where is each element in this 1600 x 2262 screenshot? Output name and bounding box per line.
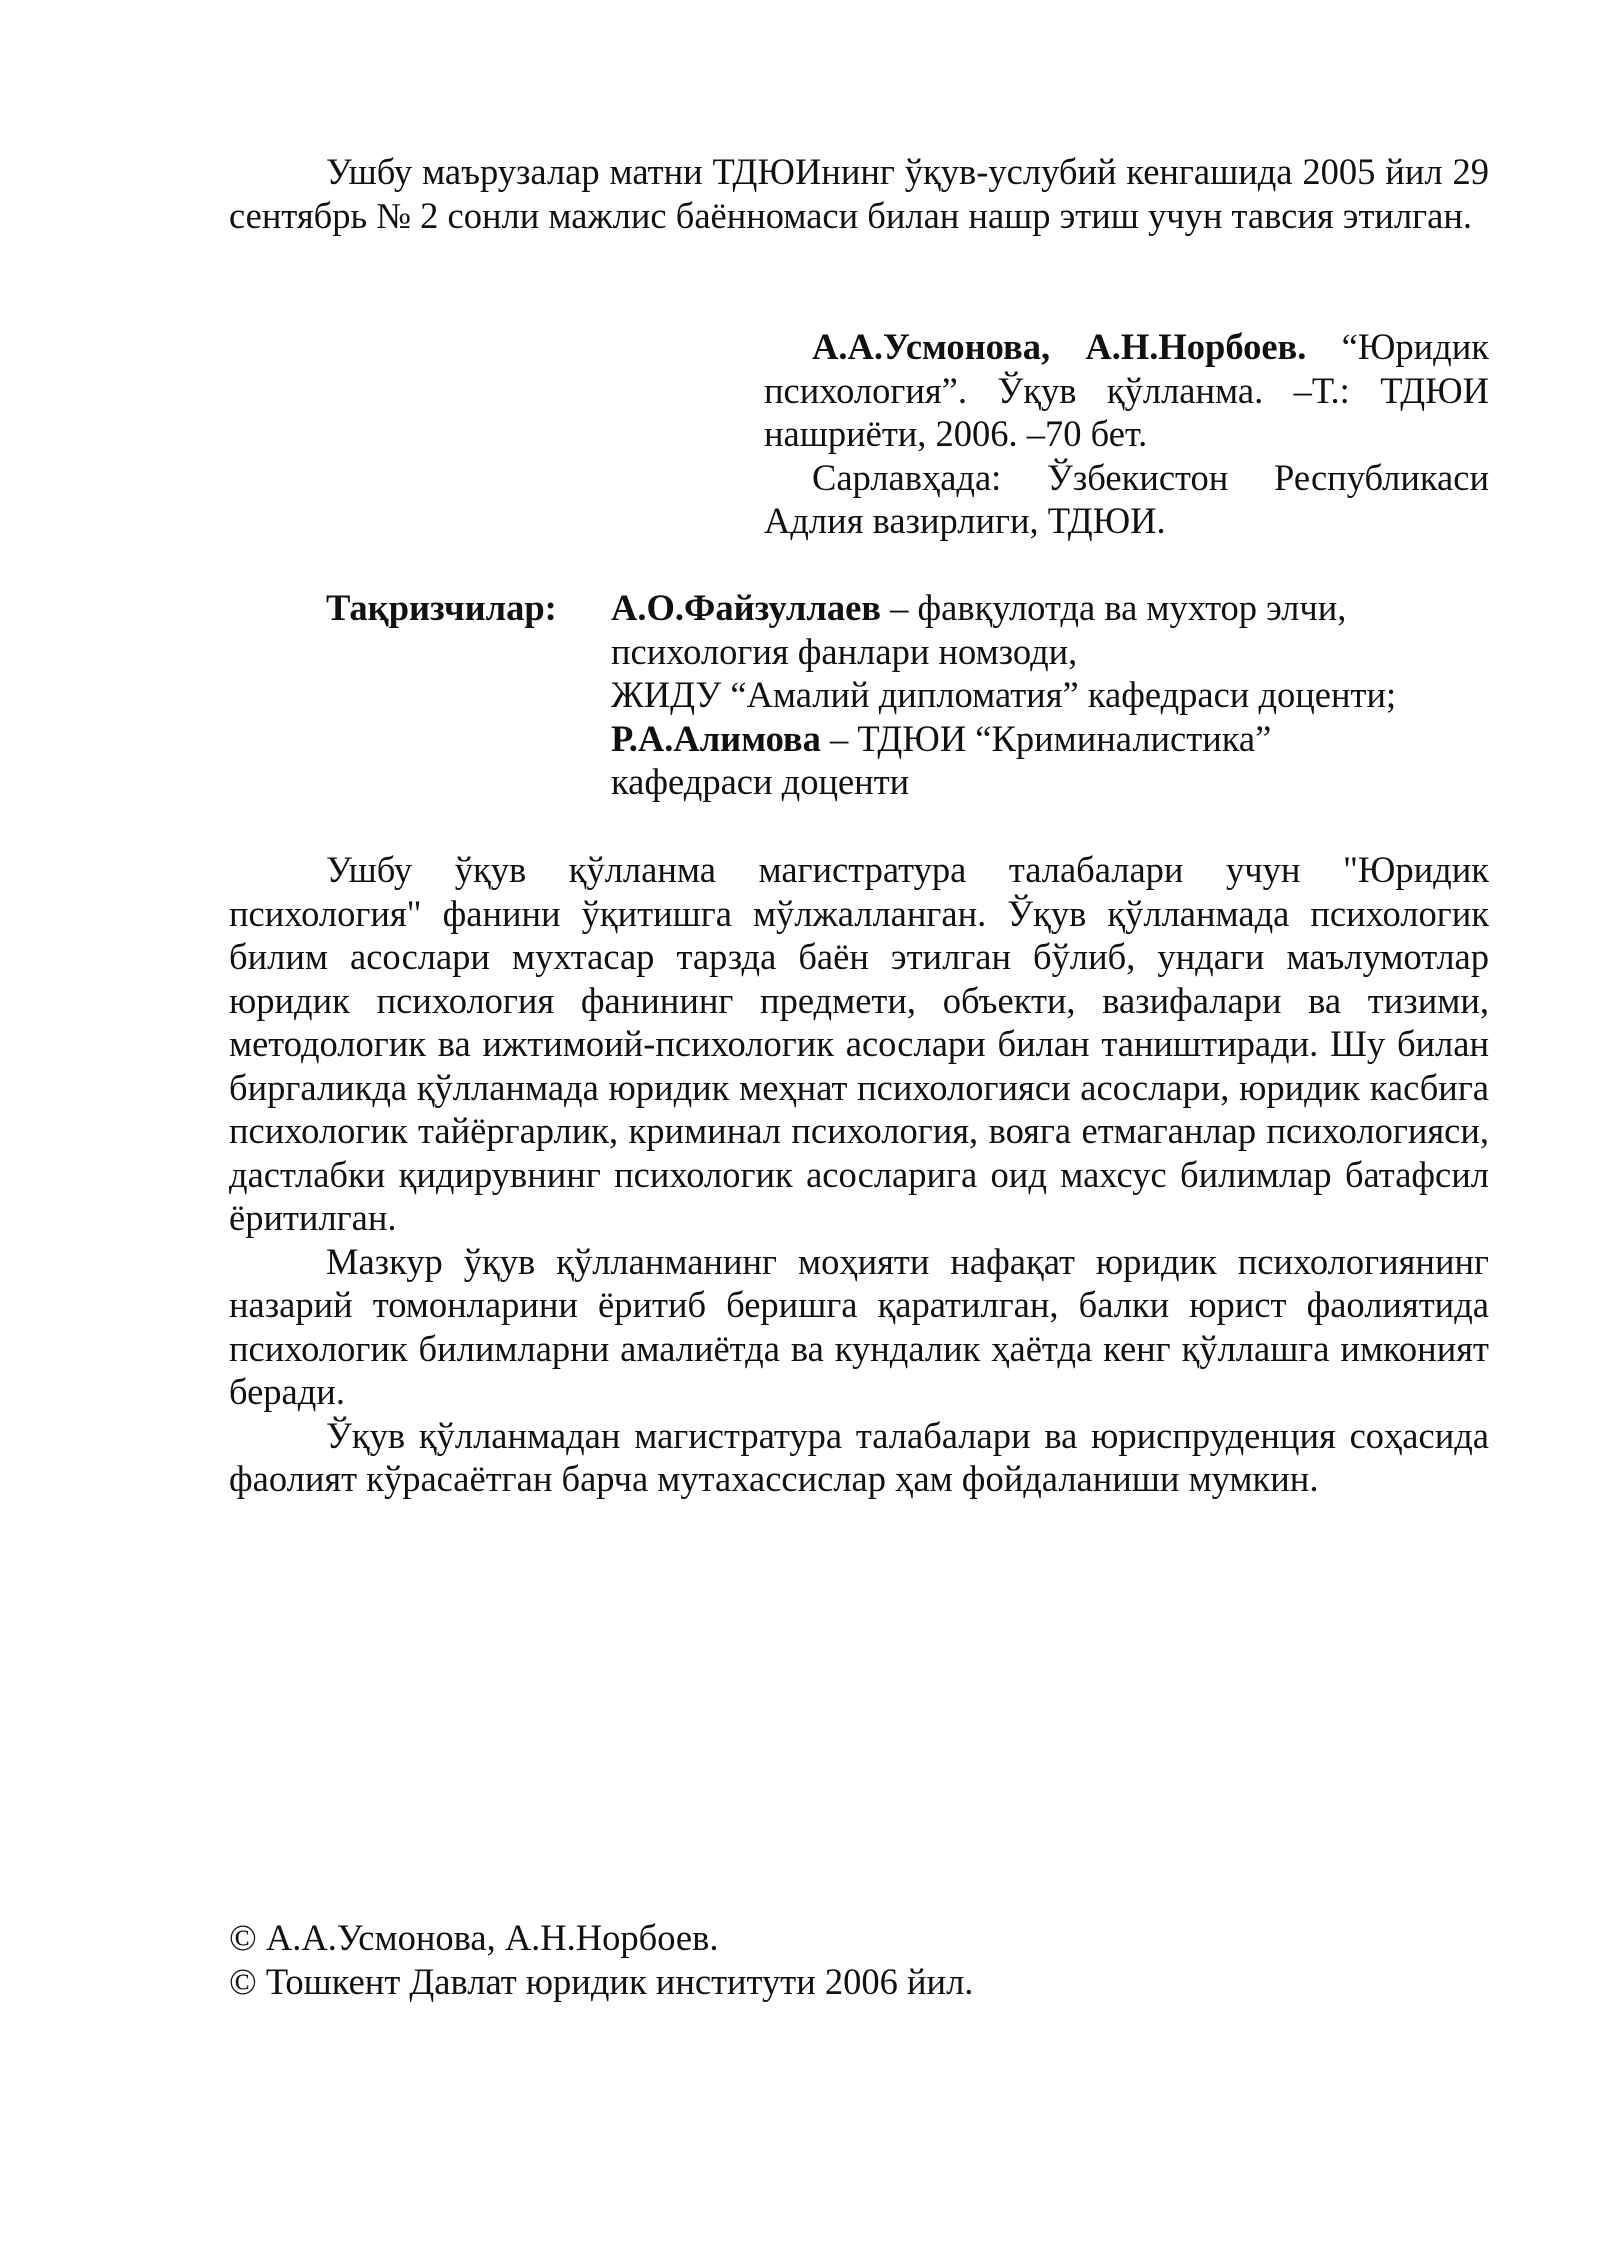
approval-paragraph: Ушбу маърузалар матни ТДЮИнинг ўқув-услубий кенгашида 2005 йил 29 сентябрь № 2 сонли мажлис баённомаси билан нашр этиш учун тавсия этилган. — [229, 151, 1489, 236]
reviewer-item — [611, 717, 1511, 804]
citation-paragraph — [764, 325, 1489, 456]
approval-note — [229, 150, 1489, 237]
reviewers-label: Тақризчилар: — [326, 587, 557, 628]
reviewer-degree: психология фанлари номзоди, — [611, 630, 1078, 672]
annotation — [229, 848, 1489, 1501]
header-note: Сарлавҳада: Ўзбекистон Республикаси Адлия вазирлиги, ТДЮИ. — [764, 456, 1489, 541]
copyright-institute: © Тошкент Давлат юридик институти 2006 йил. — [229, 1960, 974, 2002]
reviewer-position: ЖИДУ “Амалий дипломатия” кафедраси доценти; — [611, 674, 1397, 715]
annotation-paragraph: Ўқув қўлланмадан магистратура талабалари ва юриспруденция соҳасида фаолият кўрасаётган барча мутахассислар ҳам фойдаланиши мумкин. — [229, 1414, 1489, 1499]
reviewer-position: кафедраси доценти — [611, 761, 910, 802]
reviewer-line — [611, 717, 1511, 761]
citation-text: “Юридик психология”. Ўқув қўлланма. –Т.: ТДЮИ нашриёти, 2006. –70 бет. — [764, 326, 1489, 454]
reviewer-title: – фавқулотда ва мухтор элчи, — [881, 587, 1347, 628]
reviewer-line — [611, 586, 1511, 630]
annotation-paragraph: Мазкур ўқув қўлланманинг моҳияти нафақат юридик психологиянинг назарий томонларини ёритиб беришга қаратилган, балки юрист фаолиятида психологик билимларни амалиётда ва кундалик ҳаётда кенг қўллашга имконият беради. — [229, 1240, 1489, 1412]
copyright-block — [229, 1916, 1489, 2003]
copyright-authors: © А.А.Усмонова, А.Н.Норбоев. — [229, 1917, 719, 1958]
reviewer-item — [611, 586, 1511, 717]
reviewer-name: Р.А.Алимова — [611, 717, 821, 759]
reviewer-title: – ТДЮИ “Криминалистика” — [820, 717, 1272, 759]
authors: А.А.Усмонова, А.Н.Норбоев. — [812, 326, 1307, 367]
reviewer-name: А.О.Файзуллаев — [611, 587, 881, 628]
bibliographic-record — [764, 325, 1489, 543]
annotation-paragraph: Ушбу ўқув қўлланма магистратура талабалари учун "Юридик психология" фанини ўқитишга мўлжалланган. Ўқув қўлланмада психологик билим асослари мухтасар тарзда баён этилган бўлиб, ундаги маълумотлар юридик психология фанининг предмети, объекти, вазифалари ва тизими, методологик ва ижтимоий-психологик асослари билан таништиради. Шу билан биргаликда қўлланмада юридик меҳнат психологияси асослари, юридик касбига психологик тайёргарлик, криминал психология, вояга етмаганлар психологияси, дастлабки қидирувнинг психологик асосларига оид махсус билимлар батафсил ёритилган. — [229, 849, 1489, 1238]
reviewers-list — [611, 586, 1511, 804]
